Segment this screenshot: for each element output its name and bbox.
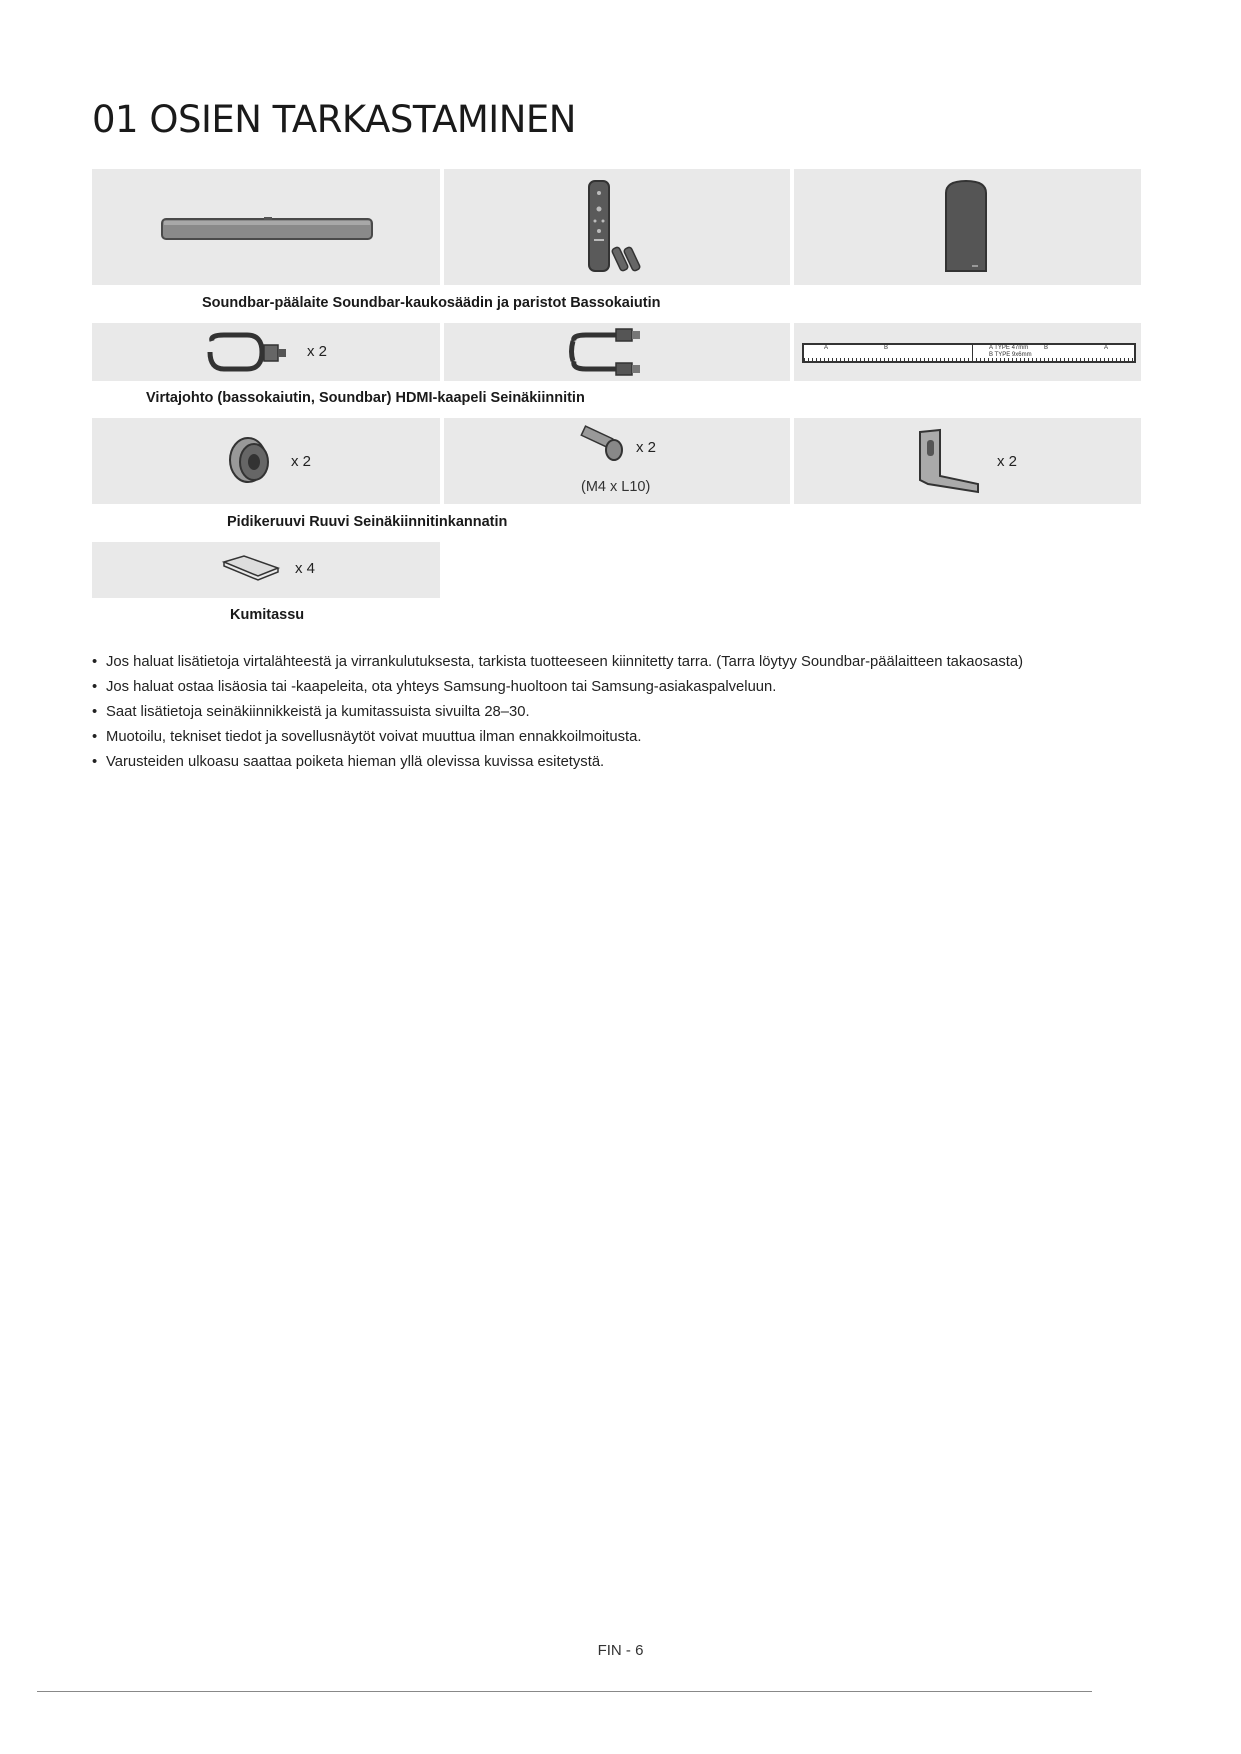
cell-remote [444, 169, 790, 285]
cell-screw [444, 418, 790, 504]
bracket-qty: x 2 [997, 453, 1018, 470]
row2-captions: Virtajohto (bassokaiutin, Soundbar) HDMI-kaapeli Seinäkiinnitin [146, 390, 585, 406]
hdmi-cable-illustration [444, 323, 790, 381]
wallmount-guide [802, 343, 1136, 363]
page-title: 01 OSIEN TARKASTAMINEN [92, 98, 576, 141]
cell-soundbar [92, 169, 440, 285]
cell-power-cord [92, 323, 440, 381]
cell-hdmi [444, 323, 790, 381]
cell-subwoofer [794, 169, 1141, 285]
footer-divider [37, 1691, 1092, 1692]
cell-wallmount [794, 323, 1141, 381]
page-number: FIN - 6 [597, 1642, 644, 1659]
wall-bracket-illustration [794, 418, 1141, 504]
note-item: • Muotoilu, tekniset tiedot ja sovellusnäytöt voivat muuttua ilman ennakkoilmoitusta. [92, 725, 1172, 750]
remote-and-batteries-illustration [444, 169, 790, 285]
row4-caption: Kumitassu [230, 607, 305, 623]
holder-screw-illustration [92, 418, 440, 504]
wallmount-label-a1: A [824, 345, 829, 351]
cell-holder-screw [92, 418, 440, 504]
rubber-foot-qty: x 4 [295, 560, 316, 577]
note-item: • Saat lisätietoja seinäkiinnikkeistä ja kumitassuista sivuilta 28–30. [92, 700, 1172, 725]
holder-screw-qty: x 2 [291, 453, 312, 470]
cell-rubber-foot [92, 542, 440, 598]
note-item: • Varusteiden ulkoasu saattaa poiketa hieman yllä olevissa kuvissa esitetystä. [92, 750, 1172, 775]
note-item: • Jos haluat ostaa lisäosia tai -kaapeleita, ota yhteys Samsung-huoltoon tai Samsung-asiakaspalveluun. [92, 675, 1172, 700]
wallmount-label-b1: B [884, 345, 889, 351]
rubber-foot-illustration [92, 542, 440, 598]
screw-qty: x 2 [636, 439, 657, 456]
soundbar-illustration [92, 169, 440, 285]
subwoofer-illustration [794, 169, 1141, 285]
wallmount-label-b-type: B TYPE 9x6mm [989, 352, 1032, 358]
wallmount-label-a2: A [1104, 345, 1109, 351]
wallmount-label-a-type: A TYPE 47mm [989, 345, 1029, 351]
screw-spec: (M4 x L10) [581, 479, 651, 495]
power-cord-illustration [92, 323, 440, 381]
notes-list [92, 650, 1172, 775]
wallmount-label-b2: B [1044, 345, 1049, 351]
power-cord-qty: x 2 [307, 343, 328, 360]
note-item: • Jos haluat lisätietoja virtalähteestä ja virrankulutuksesta, tarkista tuotteeseen kiinnitetty tarra. (Tarra löytyy Soundbar-päälaitteen takaosasta) [92, 650, 1172, 675]
cell-bracket [794, 418, 1141, 504]
row3-captions: Pidikeruuvi Ruuvi Seinäkiinnitinkannatin [227, 514, 508, 530]
row1-captions: Soundbar-päälaite Soundbar-kaukosäädin ja paristot Bassokaiutin [202, 295, 661, 311]
